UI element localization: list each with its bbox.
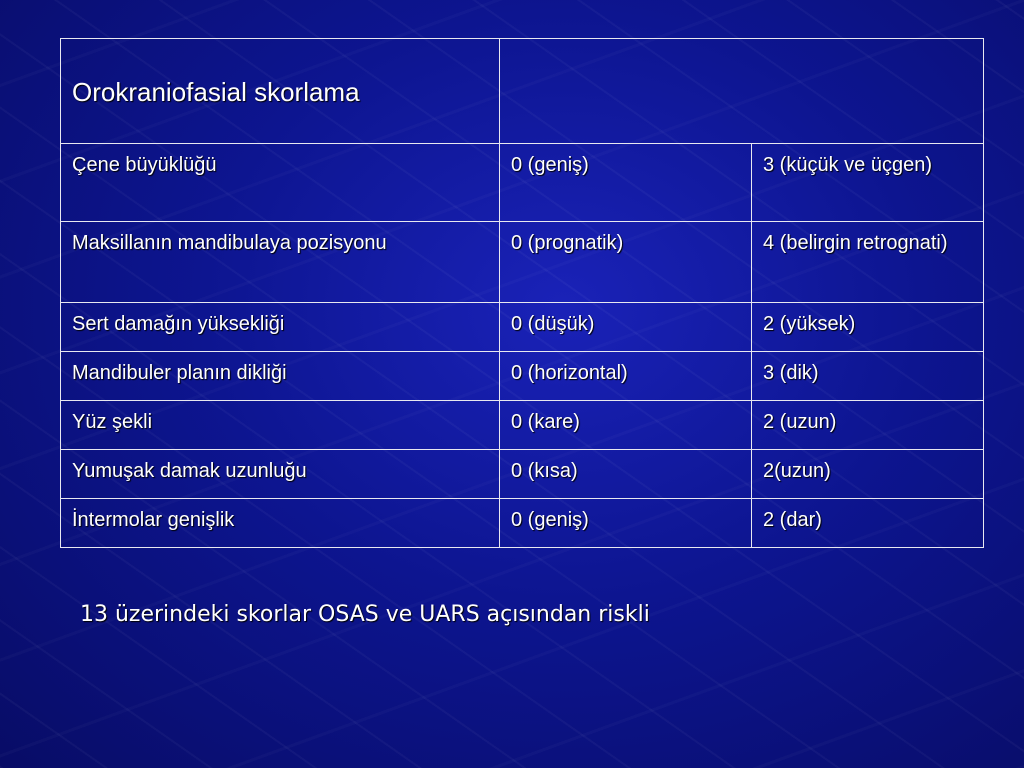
min-score-cell: 0 (geniş) <box>500 499 752 548</box>
min-score-cell: 0 (geniş) <box>500 144 752 222</box>
table-row <box>61 401 984 450</box>
max-score-cell <box>752 222 984 303</box>
feature-cell: Sert damağın yüksekliği <box>61 303 500 352</box>
feature-cell: Yüz şekli <box>61 401 500 450</box>
min-score-cell: 0 (prognatik) <box>500 222 752 303</box>
risk-footnote: 13 üzerindeki skorlar OSAS ve UARS açısından riskli <box>80 602 650 627</box>
min-score-cell: 0 (horizontal) <box>500 352 752 401</box>
max-score-cell: 3 (dik) <box>752 352 984 401</box>
feature-cell: Maksillanın mandibulaya pozisyonu <box>61 222 500 303</box>
max-score-text: 4 (belirgin retrognati) <box>763 232 948 254</box>
table-title-row <box>61 39 984 144</box>
max-score-cell: 2(uzun) <box>752 450 984 499</box>
max-score-cell: 2 (dar) <box>752 499 984 548</box>
table-row <box>61 222 984 303</box>
max-score-cell: 2 (yüksek) <box>752 303 984 352</box>
feature-cell: Mandibuler planın dikliği <box>61 352 500 401</box>
table-row <box>61 450 984 499</box>
max-score-text: 3 (küçük ve üçgen) <box>763 154 932 176</box>
table-row <box>61 352 984 401</box>
table-row <box>61 303 984 352</box>
table-title: Orokraniofasial skorlama <box>61 39 500 144</box>
title-empty-cell <box>500 39 984 144</box>
max-score-cell: 2 (uzun) <box>752 401 984 450</box>
min-score-cell: 0 (kısa) <box>500 450 752 499</box>
min-score-cell: 0 (kare) <box>500 401 752 450</box>
feature-cell: İntermolar genişlik <box>61 499 500 548</box>
scoring-table <box>60 38 984 548</box>
feature-cell: Yumuşak damak uzunluğu <box>61 450 500 499</box>
table-row <box>61 499 984 548</box>
max-score-cell <box>752 144 984 222</box>
min-score-cell: 0 (düşük) <box>500 303 752 352</box>
feature-cell: Çene büyüklüğü <box>61 144 500 222</box>
table-row <box>61 144 984 222</box>
